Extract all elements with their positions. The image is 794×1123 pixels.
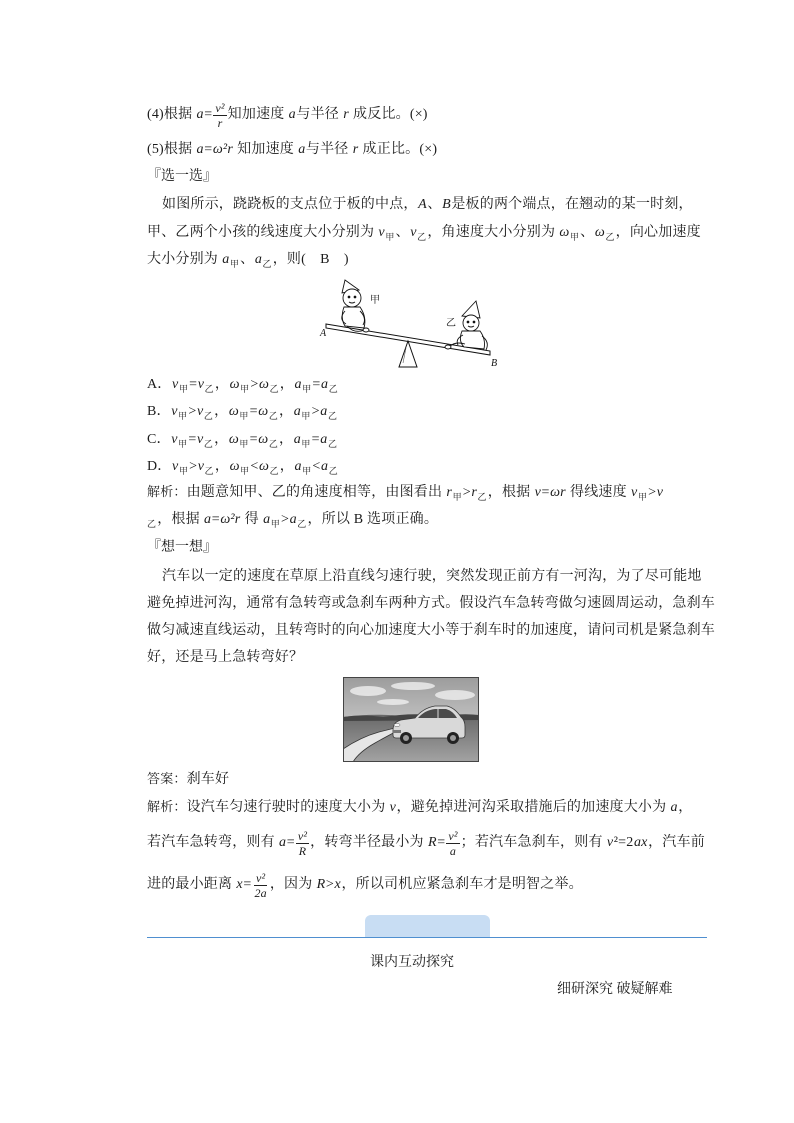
option-d <box>147 457 339 477</box>
subscript: 乙 <box>268 439 279 449</box>
text-run: = <box>204 107 213 122</box>
math-variable: r <box>352 142 359 157</box>
math-variable: v <box>171 404 178 419</box>
text-run: < <box>312 459 321 474</box>
math-variable: a <box>293 432 301 447</box>
text-run: 刹车好 <box>186 772 230 787</box>
text-run: = <box>312 377 321 392</box>
math-variable: a <box>294 459 302 474</box>
text-run: 、 <box>395 225 410 240</box>
math-variable: ax <box>633 835 648 850</box>
text-run: 如图所示，跷跷板的支点位于板的中点， <box>162 197 418 212</box>
fraction <box>252 871 268 900</box>
text-run: = <box>204 142 213 157</box>
analysis-line <box>147 798 692 818</box>
text-run: C． <box>147 432 171 447</box>
option-b <box>147 402 338 422</box>
math-variable: a <box>294 377 302 392</box>
subscript: 甲 <box>178 439 188 449</box>
text-run: > <box>280 512 290 527</box>
math-variable: x <box>334 877 341 892</box>
label-jia: 甲 <box>370 295 380 306</box>
text-run: > <box>311 404 320 419</box>
subscript: 乙 <box>147 519 157 529</box>
text-run: 与半径 <box>296 107 343 122</box>
text-run: = <box>243 877 252 892</box>
math-variable: v <box>172 459 179 474</box>
text-run: = <box>311 432 320 447</box>
text-run: 、 <box>427 197 442 212</box>
text-run: ，所以司机应紧急刹车才是明智之举。 <box>341 877 583 892</box>
math-variable: a <box>263 512 271 527</box>
math-variable: ω <box>559 225 570 240</box>
math-variable: a <box>293 404 301 419</box>
text-run: ，转弯半径最小为 <box>310 835 428 850</box>
question-line <box>162 567 702 587</box>
math-variable: a <box>321 377 329 392</box>
text-run: 、 <box>580 225 595 240</box>
math-variable: a <box>288 107 296 122</box>
subscript: 甲 <box>239 411 249 421</box>
subscript: 甲 <box>178 384 189 394</box>
text-run: = <box>249 432 258 447</box>
math-variable: v <box>534 485 541 500</box>
subscript: 甲 <box>178 411 188 421</box>
subscript: 乙 <box>328 466 338 476</box>
text-run: ， <box>279 432 294 447</box>
subscript: 乙 <box>327 411 338 421</box>
text-run: 好，还是马上急转弯好？ <box>147 650 304 665</box>
fraction-numerator: v² <box>297 828 308 843</box>
math-variable: ω²r <box>220 512 241 527</box>
math-variable: v <box>171 432 178 447</box>
subscript: 甲 <box>452 492 462 502</box>
fraction-denominator: a <box>449 843 457 858</box>
text-run: = <box>189 377 198 392</box>
subscript: 甲 <box>178 466 189 476</box>
kid-jia <box>342 280 369 332</box>
text-run: ，角速度大小分别为 <box>427 225 559 240</box>
text-run: ，所以 B 选项正确。 <box>307 512 439 527</box>
math-variable: ω <box>258 432 269 447</box>
text-run: 与半径 <box>305 142 353 157</box>
math-variable: v <box>196 432 204 447</box>
text-run: = <box>188 432 197 447</box>
subscript: 乙 <box>297 519 307 529</box>
subscript: 甲 <box>302 466 312 476</box>
subscript: 乙 <box>269 466 279 476</box>
text-run: > <box>188 404 197 419</box>
math-variable: A <box>418 197 427 212</box>
subscript: 甲 <box>301 439 311 449</box>
math-variable: ω <box>228 404 239 419</box>
subscript: 乙 <box>268 411 279 421</box>
analysis-line <box>147 510 438 530</box>
text-run: 由题意知甲、乙的角速度相等，由图看出 <box>186 485 446 500</box>
text-run: > <box>325 877 335 892</box>
math-variable: a <box>254 252 263 267</box>
label-end-a: A <box>320 328 327 339</box>
text-run: 做匀减速直线运动，且转弯时的向心加速度大小等于刹车时的加速度，请问司机是紧急刹车 <box>147 623 715 638</box>
math-variable: ω²r <box>212 142 233 157</box>
text-run: ， <box>214 404 229 419</box>
option-c <box>147 430 338 450</box>
text-run: ；若汽车急刹车，则有 <box>460 835 607 850</box>
math-variable: a <box>320 432 328 447</box>
math-variable: ω <box>258 459 270 474</box>
fraction-denominator: 2a <box>254 885 267 900</box>
text-run: ，向心加速度 <box>615 225 701 240</box>
text-run: B． <box>147 404 171 419</box>
text-run: 大小分别为 <box>147 252 222 267</box>
math-variable: x <box>236 877 243 892</box>
text-run: 得 <box>240 512 263 527</box>
text-run: = <box>437 835 446 850</box>
section-tab <box>365 915 490 937</box>
subscript: 甲 <box>301 411 311 421</box>
math-variable: v <box>197 377 205 392</box>
text-run: ，因为 <box>269 877 317 892</box>
text-run: < <box>250 459 259 474</box>
option-a <box>147 375 339 395</box>
field-label: 解析： <box>147 485 187 500</box>
label-yi: 乙 <box>446 318 456 329</box>
text-run: 是板的两个端点，在翘动的某一时刻， <box>451 197 693 212</box>
subscript: 乙 <box>605 232 615 242</box>
text-run: ， <box>214 377 230 392</box>
text-run: ， <box>214 459 230 474</box>
text-run: 知加速度 <box>227 107 289 122</box>
text-run: > <box>250 377 259 392</box>
math-variable: v <box>197 459 205 474</box>
math-variable: a <box>196 107 204 122</box>
think-heading: 『想一想』 <box>147 540 217 555</box>
subscript: 甲 <box>270 519 280 529</box>
math-variable: v <box>378 225 385 240</box>
text-run: 、 <box>240 252 255 267</box>
text-run: (5)根据 <box>147 142 197 157</box>
text-run: 得线速度 <box>566 485 631 500</box>
text-run: ²=2 <box>613 835 634 850</box>
text-run: ，则( B ) <box>272 252 349 267</box>
text-run: 成反比。(×) <box>349 107 428 122</box>
math-variable: a <box>204 512 212 527</box>
judgment-5 <box>147 140 437 160</box>
text-run: ， <box>279 404 294 419</box>
seesaw-figure <box>318 278 504 370</box>
math-variable: r <box>471 485 478 500</box>
math-variable: ω <box>228 432 239 447</box>
math-variable: v <box>606 835 614 850</box>
math-variable: B <box>442 197 451 212</box>
text-run: ， <box>279 459 294 474</box>
text-run: ，避免掉进河沟采取措施后的加速度大小为 <box>396 800 671 815</box>
text-run: ，根据 <box>157 512 204 527</box>
subscript: 甲 <box>637 492 648 502</box>
subscript: 甲 <box>302 384 312 394</box>
section-divider <box>147 937 707 938</box>
subscript: 乙 <box>417 232 427 242</box>
text-run: = <box>249 404 258 419</box>
analysis-line <box>147 870 583 900</box>
subscript: 甲 <box>240 384 250 394</box>
question-line <box>162 195 693 215</box>
fraction-denominator: R <box>298 843 307 858</box>
text-run: ， <box>279 377 294 392</box>
subscript: 甲 <box>240 466 250 476</box>
math-variable: r <box>343 107 349 122</box>
text-run: 设汽车匀速行驶时的速度大小为 <box>186 800 390 815</box>
section-title: 课内互动探究 <box>370 955 454 970</box>
subscript: 甲 <box>229 259 240 269</box>
math-variable: ω <box>229 459 240 474</box>
fraction-numerator: v² <box>448 828 458 843</box>
text-run: ， <box>678 800 693 815</box>
text-run: > <box>462 485 471 500</box>
subscript: 甲 <box>239 439 249 449</box>
subscript: 乙 <box>328 384 338 394</box>
math-variable: v <box>656 485 664 500</box>
subscript: 乙 <box>262 259 272 269</box>
text-run: > <box>648 485 657 500</box>
math-variable: a <box>279 835 287 850</box>
text-run: ，根据 <box>487 485 535 500</box>
analysis-line <box>147 483 664 503</box>
judgment-4 <box>147 100 428 130</box>
subscript: 乙 <box>204 384 214 394</box>
fraction-denominator: r <box>217 115 223 130</box>
subscript: 甲 <box>385 232 395 242</box>
math-variable: R <box>316 877 326 892</box>
text-run: 进的最小距离 <box>147 877 236 892</box>
text-run: 若汽车急转弯，则有 <box>147 835 279 850</box>
text-run: 甲、乙两个小孩的线速度大小分别为 <box>147 225 378 240</box>
text-run: = <box>286 835 295 850</box>
math-variable: v <box>196 404 204 419</box>
math-variable: v <box>410 225 417 240</box>
math-variable: a <box>222 252 230 267</box>
question-line <box>147 648 303 668</box>
math-variable: ω <box>258 377 270 392</box>
math-variable: a <box>321 459 329 474</box>
math-variable: v <box>631 485 638 500</box>
math-variable: a <box>289 512 297 527</box>
math-variable: a <box>670 800 678 815</box>
text-run: D． <box>147 459 172 474</box>
section-subtitle: 细研深究 破疑解难 <box>557 982 673 997</box>
fraction-numerator: v² <box>215 100 225 115</box>
text-run: ，汽车前 <box>648 835 705 850</box>
subscript: 乙 <box>203 439 214 449</box>
math-variable: a <box>196 142 204 157</box>
fraction <box>296 829 309 858</box>
math-variable: R <box>427 835 437 850</box>
subscript: 乙 <box>327 439 338 449</box>
math-variable: ω <box>258 404 269 419</box>
math-variable: a <box>320 404 328 419</box>
subscript: 甲 <box>569 232 580 242</box>
question-line <box>147 621 715 641</box>
choose-one-heading: 『选一选』 <box>147 169 217 184</box>
subscript: 乙 <box>203 411 214 421</box>
subscript: 乙 <box>269 384 279 394</box>
label-end-b: B <box>491 358 498 369</box>
fulcrum <box>399 341 417 367</box>
math-variable: ωr <box>550 485 566 500</box>
analysis-line <box>147 828 705 858</box>
field-label: 答案： <box>147 772 187 787</box>
question-line <box>147 594 715 614</box>
car-photo <box>343 677 479 762</box>
text-run: A． <box>147 377 172 392</box>
text-run: 汽车以一定的速度在草原上沿直线匀速行驶，突然发现正前方有一河沟，为了尽可能地 <box>162 569 702 584</box>
text-run: (4)根据 <box>147 107 197 122</box>
math-variable: ω <box>594 225 605 240</box>
field-label: 解析： <box>147 800 187 815</box>
math-variable: v <box>172 377 179 392</box>
text-run: 避免掉进河沟，通常有急转弯或急刹车两种方式。假设汽车急转弯做匀速圆周运动，急刹车 <box>147 596 715 611</box>
fraction-numerator: v² <box>255 870 266 885</box>
text-run: > <box>189 459 198 474</box>
text-run: = <box>541 485 550 500</box>
text-run: 知加速度 <box>233 142 298 157</box>
question-line <box>147 250 349 270</box>
text-run: ， <box>214 432 229 447</box>
math-variable: a <box>298 142 306 157</box>
math-variable: v <box>389 800 397 815</box>
question-line <box>147 223 701 243</box>
subscript: 乙 <box>477 492 487 502</box>
fraction <box>213 101 226 130</box>
text-run: 成正比。(×) <box>358 142 438 157</box>
subscript: 乙 <box>204 466 214 476</box>
math-variable: ω <box>229 377 240 392</box>
fraction <box>446 829 459 858</box>
answer-line <box>147 770 229 790</box>
math-variable: r <box>446 485 453 500</box>
text-run: = <box>211 512 220 527</box>
